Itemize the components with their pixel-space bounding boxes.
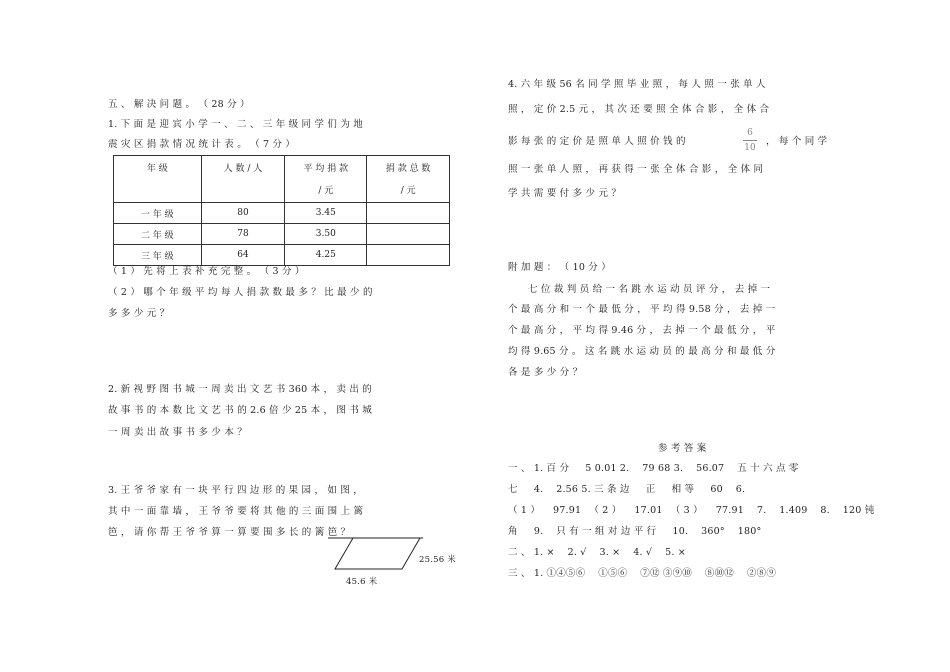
donation-table (113, 155, 450, 266)
q1-sub2-line1: （ 2 ） 哪 个 年 级 平 均 每 人 捐 款 数 最 多 ？ 比 最 少 的 (108, 287, 373, 298)
q3-line2: 其 中 一 面 靠 墙 ， 王 爷 爷 要 将 其 他 的 三 面 围 上 篱 (108, 506, 364, 517)
table-cell (367, 224, 450, 245)
q4-line4: 照 一 张 单 人 照 ， 再 获 得 一 张 全 体 合 影 ， 全 体 同 (508, 164, 764, 175)
q4-line3a: 影 每 张 的 定 价 是 照 单 人 照 价 钱 的 (508, 136, 686, 147)
q3-line1: 3. 王 爷 爷 家 有 一 块 平 行 四 边 形 的 果 园 ， 如 图 ， (108, 485, 363, 496)
table-cell: 3.50 (285, 224, 367, 245)
table-cell: 80 (201, 203, 285, 224)
q2-line2: 故 事 书 的 本 数 比 文 艺 书 的 2.6 倍 少 25 本 ， 图 书 城 (108, 405, 372, 416)
q4-line1: 4. 六 年 级 56 名 同 学 照 毕 业 照 ， 每 人 照 一 张 单 人 (508, 79, 766, 90)
table-cell: 三 年 级 (114, 245, 202, 266)
q4-line3b: ， 每 个 同 学 (766, 136, 828, 147)
fraction-bar (743, 140, 757, 141)
header-cell: 人 数 / 人 (201, 156, 285, 203)
answers-line6: 三 、 1. ①④⑤⑥ ①⑤⑥ ⑦⑫ ③⑨⑩ ⑧⑩⑫ ②⑧⑨ (508, 568, 777, 579)
figure-base-label: 45.6 米 (346, 577, 378, 587)
table-cell (367, 245, 450, 266)
table-cell: 4.25 (285, 245, 367, 266)
table-cell: 3.45 (285, 203, 367, 224)
q2-line3: 一 周 卖 出 故 事 书 多 少 本 ？ (108, 427, 247, 438)
q1-sub2-line2: 多 多 少 元 ？ (108, 308, 170, 319)
table-header-row (114, 156, 450, 203)
bonus-line4: 均 得 9.65 分 。 这 名 跳 水 运 动 员 的 最 高 分 和 最 低 分 (508, 346, 776, 357)
table-row (114, 224, 450, 245)
q3-line3: 笆 ， 请 你 帮 王 爷 爷 算 一 算 要 围 多 长 的 篱 笆 ？ (108, 527, 351, 538)
header-cell: 捐 款 总 数 / 元 (367, 156, 450, 203)
table-cell: 64 (201, 245, 285, 266)
q4-line5: 学 共 需 要 付 多 少 元 ？ (508, 188, 622, 199)
bonus-line1: 七 位 裁 判 员 给 一 名 跳 水 运 动 员 评 分 ， 去 掉 一 (528, 284, 771, 295)
header-cell: 年 级 (114, 156, 202, 203)
table-cell (367, 203, 450, 224)
table-cell: 二 年 级 (114, 224, 202, 245)
bonus-line5: 各 是 多 少 分 ？ (508, 367, 583, 378)
answers-line5: 二 、 1. × 2. √ 3. × 4. √ 5. × (508, 547, 686, 558)
answers-line4: 角 9. 只 有 一 组 对 边 平 行 10. 360° 180° (508, 526, 762, 537)
header-cell: 平 均 捐 款 / 元 (285, 156, 367, 203)
answers-title: 参 考 答 案 (658, 443, 707, 454)
q1-sub1: （ 1 ） 先 将 上 表 补 充 完 整 。 （ 3 分 ） (108, 266, 305, 277)
q2-line1: 2. 新 视 野 图 书 城 一 周 卖 出 文 艺 书 360 本 ， 卖 出 的 (108, 384, 372, 395)
fraction-denominator: 10 (744, 143, 756, 153)
answers-line1: 一 、 1. 百 分 5 0.01 2. 79 68 3. 56.07 五 十 六 点 零 (508, 463, 799, 474)
q1-line2: 震 灾 区 捐 款 情 况 统 计 表 。 （ 7 分 ） (108, 139, 296, 150)
figure-side-label: 25.56 米 (419, 555, 456, 565)
table-row (114, 203, 450, 224)
fraction (743, 127, 757, 154)
section5-title: 五 、 解 决 问 题 。 （ 28 分 ） (108, 99, 250, 110)
answers-line2: 七 4. 2.56 5. 三 条 边 正 相 等 60 6. (508, 484, 746, 495)
bonus-line3: 个 最 高 分 ， 平 均 得 9.46 分 ， 去 掉 一 个 最 低 分 ， 平 (508, 325, 776, 336)
answers-line3: （ 1 ） 97.91 （ 2 ） 17.01 （ 3 ） 77.91 7. 1.409 8. 120 钝 (508, 505, 875, 516)
bonus-line2: 个 最 高 分 和 一 个 最 低 分 ， 平 均 得 9.58 分 ， 去 掉 一 (508, 304, 776, 315)
table-cell: 一 年 级 (114, 203, 202, 224)
q1-line1: 1. 下 面 是 迎 宾 小 学 一 、 二 、 三 年 级 同 学 们 为 地 (108, 119, 363, 130)
bonus-title: 附 加 题 ： （ 10 分 ） (508, 262, 611, 273)
table-cell: 78 (201, 224, 285, 245)
q4-line2: 照 ， 定 价 2.5 元 ， 其 次 还 要 照 全 体 合 影 ， 全 体 合 (508, 104, 770, 115)
parallelogram-figure (325, 533, 425, 573)
fraction-numerator: 6 (747, 128, 753, 138)
